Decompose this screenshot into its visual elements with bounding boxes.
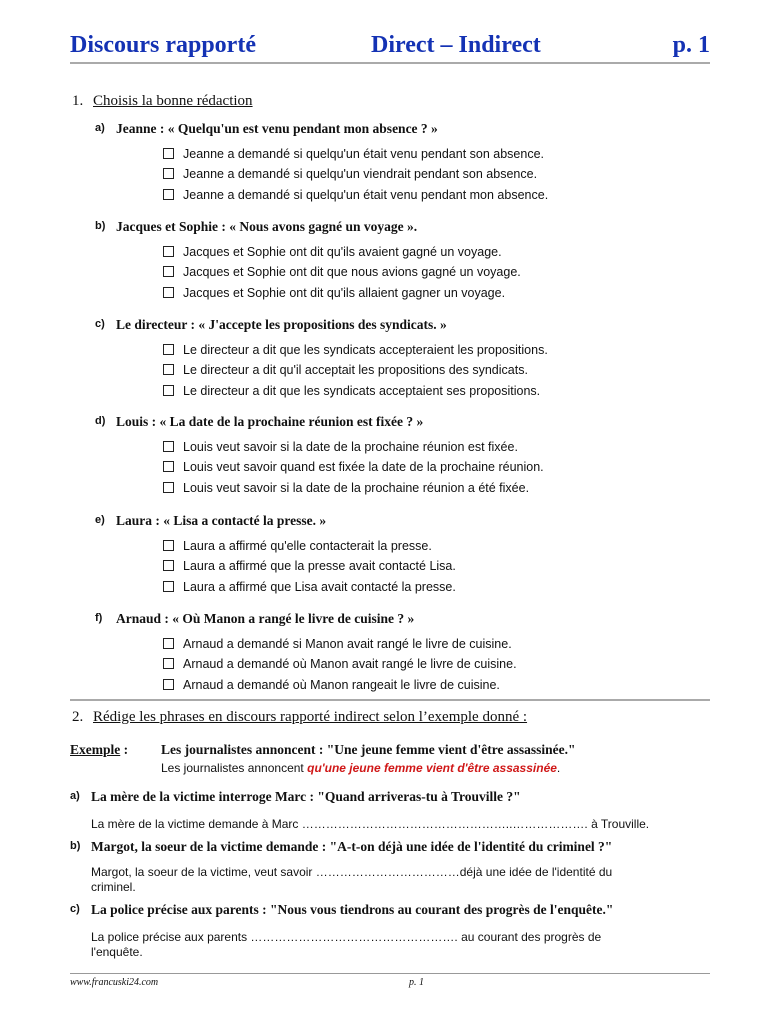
option-label: Le directeur a dit que les syndicats accepteraient les propositions. <box>183 343 548 357</box>
checkbox-icon[interactable] <box>163 638 174 649</box>
question-prompt: Louis : « La date de la prochaine réunion est fixée ? » <box>116 414 424 429</box>
section-1-number: 1. <box>72 93 84 109</box>
option-label: Arnaud a demandé où Manon rangeait le livre de cuisine. <box>183 678 500 692</box>
option-label: Jeanne a demandé si quelqu'un viendrait pendant son absence. <box>183 167 538 181</box>
option-label: Arnaud a demandé où Manon avait rangé le livre de cuisine. <box>183 657 517 671</box>
option-label: Laura a affirmé que Lisa avait contacté la presse. <box>183 580 456 594</box>
item-prompt: Margot, la soeur de la victime demande : "A-t-on déjà une idée de l'identité du criminel ?" <box>91 839 613 854</box>
header-divider <box>70 62 710 64</box>
example-label-wrap <box>70 742 128 758</box>
section-2-title: Rédige les phrases en discours rapporté indirect selon l’exemple donné : <box>93 709 528 725</box>
question-letter: f) <box>95 612 103 624</box>
answer-option[interactable] <box>163 637 512 655</box>
checkbox-icon[interactable] <box>163 246 174 257</box>
option-label: Laura a affirmé qu'elle contacterait la presse. <box>183 539 432 553</box>
page-header <box>70 32 710 62</box>
item-letter: a) <box>70 790 80 802</box>
option-label: Le directeur a dit que les syndicats acceptaient ses propositions. <box>183 384 541 398</box>
page-number-header: p. 1 <box>672 32 710 58</box>
example-indirect-prefix: Les journalistes annoncent <box>161 761 308 775</box>
answer-option[interactable] <box>163 265 521 283</box>
footer-page-number: p. 1 <box>409 977 424 988</box>
checkbox-icon[interactable] <box>163 148 174 159</box>
answer-option[interactable] <box>163 167 537 185</box>
checkbox-icon[interactable] <box>163 560 174 571</box>
question-letter: b) <box>95 220 106 232</box>
checkbox-icon[interactable] <box>163 679 174 690</box>
answer-option[interactable] <box>163 481 529 499</box>
answer-option[interactable] <box>163 286 505 304</box>
example-label: Exemple <box>70 742 121 757</box>
section-divider <box>70 699 710 701</box>
answer-line[interactable]: La mère de la victime demande à Marc ……………………………………………..………………. à Trouville. <box>91 817 650 831</box>
question-letter: a) <box>95 122 105 134</box>
answer-option[interactable] <box>163 539 432 557</box>
option-label: Louis veut savoir quand est fixée la date de la prochaine réunion. <box>183 460 544 474</box>
checkbox-icon[interactable] <box>163 441 174 452</box>
answer-option[interactable] <box>163 440 518 458</box>
answer-option[interactable] <box>163 460 544 478</box>
checkbox-icon[interactable] <box>163 385 174 396</box>
footer-website: www.francuski24.com <box>70 977 159 988</box>
question-prompt: Arnaud : « Où Manon a rangé le livre de cuisine ? » <box>116 611 415 626</box>
question-prompt: Jeanne : « Quelqu'un est venu pendant mon absence ? » <box>116 121 438 136</box>
footer-divider <box>70 973 710 974</box>
option-label: Arnaud a demandé si Manon avait rangé le livre de cuisine. <box>183 637 512 651</box>
answer-option[interactable] <box>163 580 456 598</box>
section-2-number: 2. <box>72 709 84 725</box>
answer-option[interactable] <box>163 147 544 165</box>
checkbox-icon[interactable] <box>163 287 174 298</box>
question-letter: c) <box>95 318 105 330</box>
example-indirect <box>161 761 560 775</box>
example-direct: Les journalistes annoncent : "Une jeune femme vient d'être assassinée." <box>161 742 576 757</box>
option-label: Le directeur a dit qu'il acceptait les propositions des syndicats. <box>183 363 528 377</box>
page-subtitle: Direct – Indirect <box>371 32 541 58</box>
page-title: Discours rapporté <box>70 32 256 58</box>
option-label: Laura a affirmé que la presse avait contacté Lisa. <box>183 559 456 573</box>
checkbox-icon[interactable] <box>163 364 174 375</box>
question-prompt: Le directeur : « J'accepte les propositions des syndicats. » <box>116 317 447 332</box>
item-prompt: La police précise aux parents : "Nous vous tiendrons au courant des progrès de l'enquête." <box>91 902 614 917</box>
item-letter: c) <box>70 903 80 915</box>
answer-option[interactable] <box>163 363 528 381</box>
answer-option[interactable] <box>163 245 502 263</box>
option-label: Jeanne a demandé si quelqu'un était venu pendant mon absence. <box>183 188 549 202</box>
answer-line-continuation: criminel. <box>91 880 136 894</box>
option-label: Louis veut savoir si la date de la prochaine réunion est fixée. <box>183 440 518 454</box>
answer-option[interactable] <box>163 384 540 402</box>
example-indirect-suffix: . <box>556 761 561 775</box>
checkbox-icon[interactable] <box>163 540 174 551</box>
checkbox-icon[interactable] <box>163 482 174 493</box>
example-colon: : <box>120 742 129 757</box>
example-indirect-highlight: qu'une jeune femme vient d'être assassinée <box>307 761 557 775</box>
question-letter: e) <box>95 514 105 526</box>
option-label: Jacques et Sophie ont dit qu'ils allaient gagner un voyage. <box>183 286 506 300</box>
option-label: Jacques et Sophie ont dit qu'ils avaient gagné un voyage. <box>183 245 502 259</box>
checkbox-icon[interactable] <box>163 344 174 355</box>
answer-option[interactable] <box>163 678 500 696</box>
checkbox-icon[interactable] <box>163 189 174 200</box>
item-prompt: La mère de la victime interroge Marc : "Quand arriveras-tu à Trouville ?" <box>91 789 521 804</box>
checkbox-icon[interactable] <box>163 658 174 669</box>
option-label: Jeanne a demandé si quelqu'un était venu pendant son absence. <box>183 147 544 161</box>
option-label: Jacques et Sophie ont dit que nous avions gagné un voyage. <box>183 265 521 279</box>
answer-line[interactable]: Margot, la soeur de la victime, veut savoir ………………………………déjà une idée de l'identité du <box>91 865 613 879</box>
section-1-title: Choisis la bonne rédaction <box>93 93 253 109</box>
item-letter: b) <box>70 840 81 852</box>
question-prompt: Laura : « Lisa a contacté la presse. » <box>116 513 327 528</box>
answer-line[interactable]: La police précise aux parents ……………………………………………. au courant des progrès de <box>91 930 602 944</box>
question-prompt: Jacques et Sophie : « Nous avons gagné un voyage ». <box>116 219 418 234</box>
checkbox-icon[interactable] <box>163 168 174 179</box>
option-label: Louis veut savoir si la date de la prochaine réunion a été fixée. <box>183 481 530 495</box>
checkbox-icon[interactable] <box>163 266 174 277</box>
checkbox-icon[interactable] <box>163 581 174 592</box>
answer-option[interactable] <box>163 188 548 206</box>
checkbox-icon[interactable] <box>163 461 174 472</box>
answer-option[interactable] <box>163 657 517 675</box>
answer-option[interactable] <box>163 343 548 361</box>
question-letter: d) <box>95 415 106 427</box>
answer-option[interactable] <box>163 559 456 577</box>
answer-line-continuation: l'enquête. <box>91 945 143 959</box>
